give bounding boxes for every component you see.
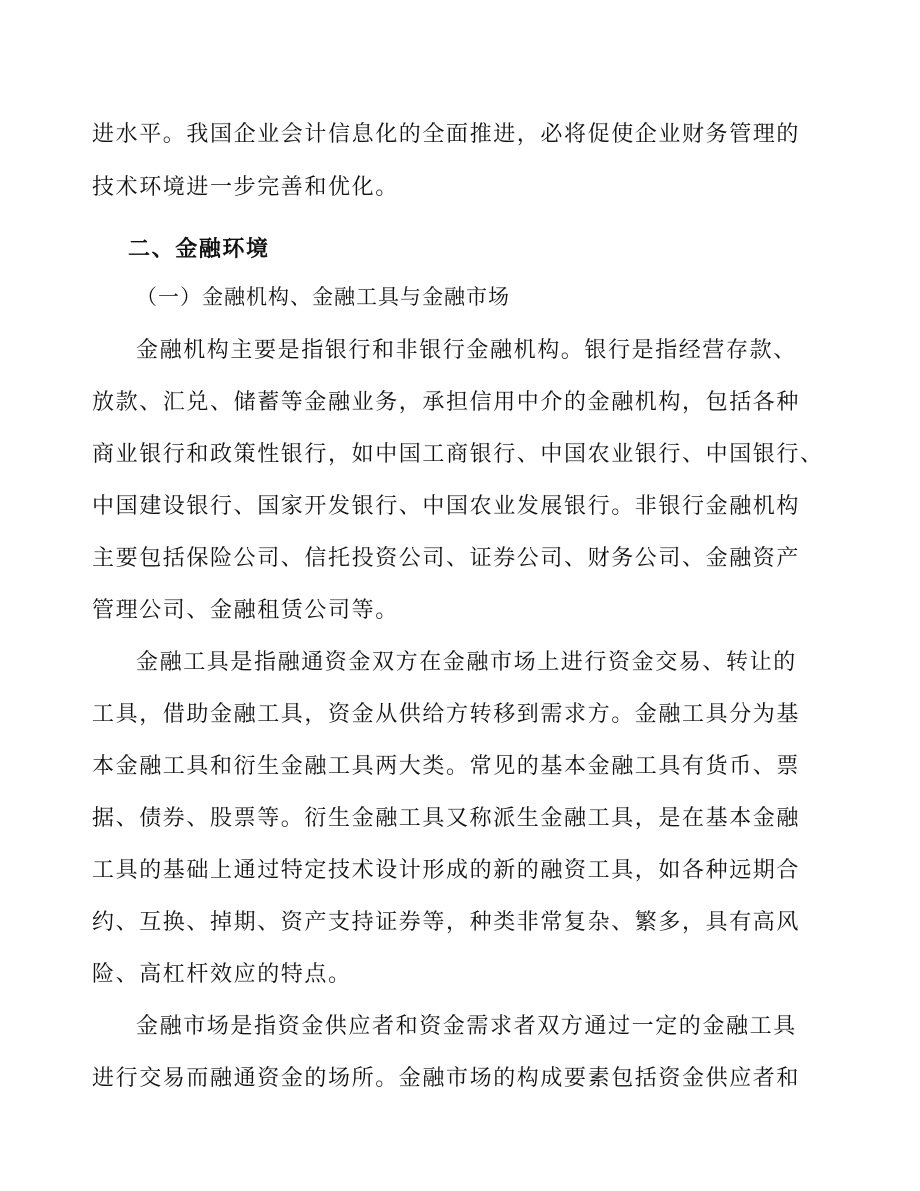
paragraph-line: 商业银行和政策性银行，如中国工商银行、中国农业银行、中国银行、 — [92, 442, 824, 467]
paragraph-line: 金融机构主要是指银行和非银行金融机构。银行是指经营存款、 — [136, 338, 797, 363]
paragraph-line: 约、互换、掉期、资产支持证券等，种类非常复杂、繁多，具有高风 — [92, 910, 801, 935]
paragraph-line: 险、高杠杆效应的特点。 — [92, 962, 352, 987]
paragraph-line: 进行交易而融通资金的场所。金融市场的构成要素包括资金供应者和 — [92, 1066, 801, 1091]
paragraph-line: 进水平。我国企业会计信息化的全面推进，必将促使企业财务管理的 — [92, 122, 801, 147]
paragraph-line: 金融工具是指融通资金双方在金融市场上进行资金交易、转让的 — [136, 650, 797, 675]
paragraph-line: 主要包括保险公司、信托投资公司、证券公司、财务公司、金融资产 — [92, 546, 801, 571]
paragraph-line: 管理公司、金融租赁公司等。 — [92, 598, 399, 623]
paragraph-line: 本金融工具和衍生金融工具两大类。常见的基本金融工具有货币、票 — [92, 754, 801, 779]
paragraph-line: 放款、汇兑、储蓄等金融业务，承担信用中介的金融机构，包括各种 — [92, 390, 801, 415]
paragraph-line: 技术环境进一步完善和优化。 — [92, 175, 399, 200]
paragraph-line: 中国建设银行、国家开发银行、中国农业发展银行。非银行金融机构 — [92, 494, 801, 519]
subsection-heading: （一）金融机构、金融工具与金融市场 — [136, 285, 510, 309]
section-heading: 二、金融环境 — [128, 237, 270, 262]
paragraph-line: 工具，借助金融工具，资金从供给方转移到需求方。金融工具分为基 — [92, 702, 801, 727]
paragraph-line: 据、债券、股票等。衍生金融工具又称派生金融工具，是在基本金融 — [92, 806, 801, 831]
paragraph-line: 工具的基础上通过特定技术设计形成的新的融资工具，如各种远期合 — [92, 858, 801, 883]
paragraph-line: 金融市场是指资金供应者和资金需求者双方通过一定的金融工具 — [136, 1014, 797, 1039]
